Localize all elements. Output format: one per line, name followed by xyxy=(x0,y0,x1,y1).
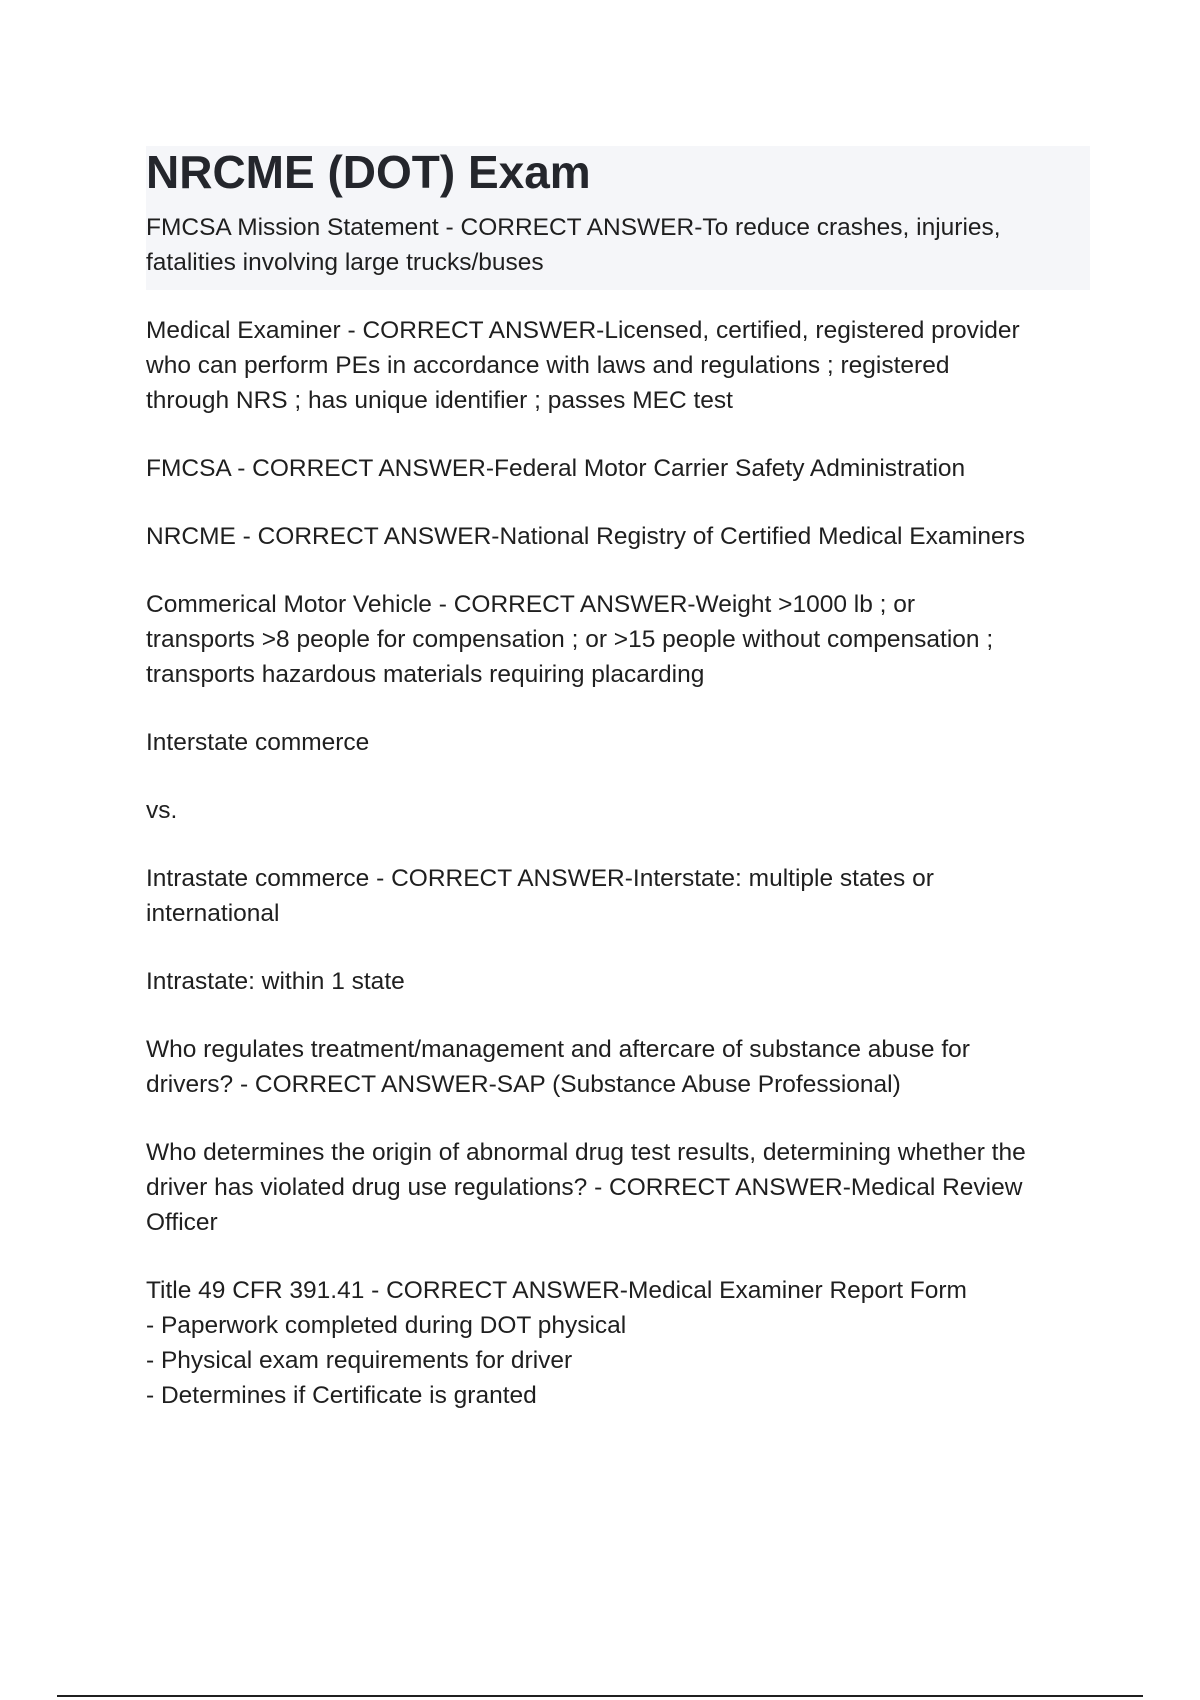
paragraph-line: Medical Examiner - CORRECT ANSWER-Licensed, certified, registered provider xyxy=(146,317,1020,344)
paragraph-line: Commerical Motor Vehicle - CORRECT ANSWER-Weight >1000 lb ; or xyxy=(146,591,916,618)
paragraph-line: international xyxy=(146,900,280,927)
paragraph-line: drivers? - CORRECT ANSWER-SAP (Substance Abuse Professional) xyxy=(146,1071,901,1098)
paragraph-line: transports >8 people for compensation ; or >15 people without compensation ; xyxy=(146,626,994,653)
paragraph-fmcsa xyxy=(146,451,1096,486)
paragraph-line: through NRS ; has unique identifier ; passes MEC test xyxy=(146,387,733,414)
paragraph-line: - Physical exam requirements for driver xyxy=(146,1347,573,1374)
paragraph-line: vs. xyxy=(146,797,178,824)
paragraph-line: Who regulates treatment/management and aftercare of substance abuse for xyxy=(146,1036,970,1063)
paragraph-line: Who determines the origin of abnormal drug test results, determining whether the xyxy=(146,1139,1026,1166)
paragraph-interstate xyxy=(146,725,1096,760)
paragraph-fmcsa-mission xyxy=(146,210,1096,280)
paragraph-intrastate-commerce xyxy=(146,861,1096,931)
paragraph-line: transports hazardous materials requiring placarding xyxy=(146,661,705,688)
paragraph-intrastate-within xyxy=(146,964,1096,999)
paragraph-line: NRCME - CORRECT ANSWER-National Registry of Certified Medical Examiners xyxy=(146,523,1026,550)
document-content xyxy=(146,210,1096,1446)
paragraph-title-49-cfr xyxy=(146,1273,1096,1413)
paragraph-line: Title 49 CFR 391.41 - CORRECT ANSWER-Medical Examiner Report Form xyxy=(146,1277,967,1304)
paragraph-line: fatalities involving large trucks/buses xyxy=(146,249,544,276)
paragraph-line: FMCSA - CORRECT ANSWER-Federal Motor Carrier Safety Administration xyxy=(146,455,966,482)
paragraph-line: Intrastate: within 1 state xyxy=(146,968,405,995)
paragraph-vs xyxy=(146,793,1096,828)
paragraph-mro xyxy=(146,1135,1096,1240)
paragraph-nrcme xyxy=(146,519,1096,554)
paragraph-medical-examiner xyxy=(146,313,1096,418)
footer-divider xyxy=(57,1695,1143,1697)
paragraph-line: Officer xyxy=(146,1209,218,1236)
paragraph-line: Interstate commerce xyxy=(146,729,370,756)
paragraph-line: FMCSA Mission Statement - CORRECT ANSWER-To reduce crashes, injuries, xyxy=(146,214,1001,241)
paragraph-line: - Paperwork completed during DOT physical xyxy=(146,1312,627,1339)
paragraph-line: who can perform PEs in accordance with laws and regulations ; registered xyxy=(146,352,950,379)
paragraph-line: Intrastate commerce - CORRECT ANSWER-Interstate: multiple states or xyxy=(146,865,934,892)
document-title: NRCME (DOT) Exam xyxy=(146,146,591,198)
paragraph-commercial-motor-vehicle xyxy=(146,587,1096,692)
paragraph-line: - Determines if Certificate is granted xyxy=(146,1382,537,1409)
paragraph-line: driver has violated drug use regulations? - CORRECT ANSWER-Medical Review xyxy=(146,1174,1023,1201)
paragraph-sap xyxy=(146,1032,1096,1102)
